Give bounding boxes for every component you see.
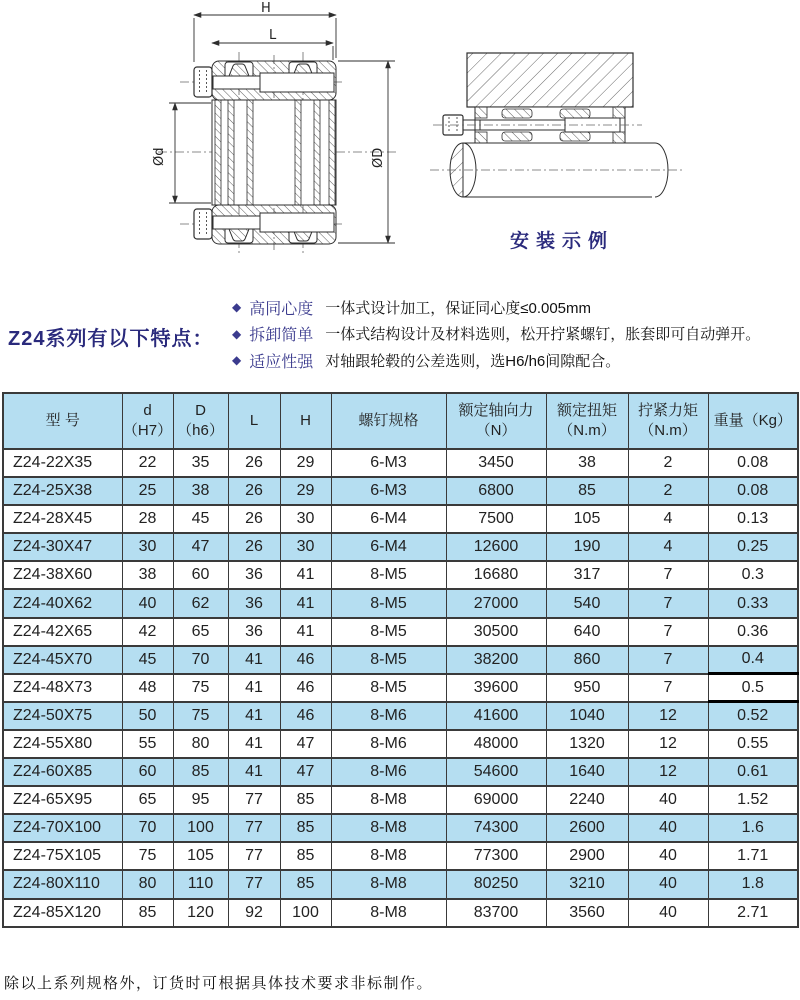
column-header: H (280, 393, 331, 449)
value-cell: 47 (280, 758, 331, 786)
value-cell: 317 (546, 561, 628, 589)
value-cell: 46 (280, 674, 331, 702)
value-cell: 8-M6 (331, 758, 446, 786)
features-title: Z24系列有以下特点： (8, 328, 214, 350)
value-cell: 0.5 (708, 674, 798, 702)
value-cell: 80 (173, 730, 228, 758)
dim-d-small (169, 103, 211, 203)
value-cell: 30 (122, 533, 173, 561)
value-cell: 41 (228, 702, 280, 730)
value-cell: 70 (122, 814, 173, 842)
value-cell: 77300 (446, 842, 546, 870)
value-cell: 8-M6 (331, 702, 446, 730)
value-cell: 29 (280, 477, 331, 505)
footer-note: 除以上系列规格外，订货时可根据具体技术要求非标制作。 (4, 975, 434, 992)
value-cell: 40 (628, 899, 708, 927)
value-cell: 54600 (446, 758, 546, 786)
model-cell: Z24-70X100 (3, 814, 122, 842)
feature-item (232, 321, 792, 348)
value-cell: 6-M3 (331, 477, 446, 505)
value-cell: 7500 (446, 505, 546, 533)
value-cell: 85 (280, 814, 331, 842)
value-cell: 2 (628, 449, 708, 477)
model-cell: Z24-30X47 (3, 533, 122, 561)
value-cell: 6-M4 (331, 505, 446, 533)
value-cell: 75 (173, 702, 228, 730)
value-cell: 8-M5 (331, 646, 446, 674)
value-cell: 40 (122, 589, 173, 617)
table-row (3, 730, 798, 758)
value-cell: 105 (546, 505, 628, 533)
model-cell: Z24-60X85 (3, 758, 122, 786)
value-cell: 95 (173, 786, 228, 814)
value-cell: 6800 (446, 477, 546, 505)
table-row (3, 702, 798, 730)
table-row (3, 842, 798, 870)
value-cell: 8-M8 (331, 786, 446, 814)
value-cell: 40 (628, 814, 708, 842)
value-cell: 120 (173, 899, 228, 927)
model-cell: Z24-28X45 (3, 505, 122, 533)
value-cell: 190 (546, 533, 628, 561)
dim-h (194, 15, 336, 62)
value-cell: 85 (280, 870, 331, 898)
value-cell: 1640 (546, 758, 628, 786)
value-cell: 100 (280, 899, 331, 927)
value-cell: 40 (628, 842, 708, 870)
model-cell: Z24-45X70 (3, 646, 122, 674)
value-cell: 16680 (446, 561, 546, 589)
model-cell: Z24-50X75 (3, 702, 122, 730)
cap-screw-top (194, 67, 212, 97)
value-cell: 38 (122, 561, 173, 589)
value-cell: 640 (546, 618, 628, 646)
table-row (3, 786, 798, 814)
value-cell: 2240 (546, 786, 628, 814)
value-cell: 75 (173, 674, 228, 702)
value-cell: 39600 (446, 674, 546, 702)
value-cell: 3560 (546, 899, 628, 927)
value-cell: 8-M5 (331, 561, 446, 589)
table-row (3, 449, 798, 477)
model-cell: Z24-48X73 (3, 674, 122, 702)
value-cell: 46 (280, 702, 331, 730)
table-row (3, 899, 798, 927)
value-cell: 92 (228, 899, 280, 927)
value-cell: 77 (228, 814, 280, 842)
value-cell: 8-M8 (331, 842, 446, 870)
model-cell: Z24-22X35 (3, 449, 122, 477)
value-cell: 62 (173, 589, 228, 617)
column-header: 额定轴向力 （N） (446, 393, 546, 449)
table-row (3, 589, 798, 617)
value-cell: 41600 (446, 702, 546, 730)
value-cell: 8-M5 (331, 618, 446, 646)
value-cell: 40 (628, 870, 708, 898)
value-cell: 30 (280, 533, 331, 561)
value-cell: 8-M8 (331, 814, 446, 842)
value-cell: 47 (173, 533, 228, 561)
model-cell: Z24-65X95 (3, 786, 122, 814)
hub-block (467, 53, 633, 107)
value-cell: 41 (228, 674, 280, 702)
value-cell: 45 (122, 646, 173, 674)
value-cell: 1.8 (708, 870, 798, 898)
value-cell: 100 (173, 814, 228, 842)
value-cell: 46 (280, 646, 331, 674)
value-cell: 70 (173, 646, 228, 674)
value-cell: 0.4 (708, 646, 798, 674)
value-cell: 26 (228, 533, 280, 561)
value-cell: 41 (280, 561, 331, 589)
value-cell: 29 (280, 449, 331, 477)
value-cell: 41 (280, 618, 331, 646)
value-cell: 77 (228, 870, 280, 898)
value-cell: 7 (628, 674, 708, 702)
value-cell: 7 (628, 589, 708, 617)
value-cell: 77 (228, 786, 280, 814)
value-cell: 69000 (446, 786, 546, 814)
table-row (3, 561, 798, 589)
value-cell: 25 (122, 477, 173, 505)
dim-label-d-big: ØD (371, 147, 386, 168)
feature-item (232, 347, 792, 374)
column-header: 额定扭矩 （N.m） (546, 393, 628, 449)
value-cell: 6-M3 (331, 449, 446, 477)
value-cell: 1.6 (708, 814, 798, 842)
value-cell: 0.13 (708, 505, 798, 533)
value-cell: 4 (628, 505, 708, 533)
value-cell: 28 (122, 505, 173, 533)
spec-table (2, 392, 799, 928)
value-cell: 65 (173, 618, 228, 646)
value-cell: 47 (280, 730, 331, 758)
model-cell: Z24-40X62 (3, 589, 122, 617)
value-cell: 12 (628, 730, 708, 758)
value-cell: 540 (546, 589, 628, 617)
value-cell: 42 (122, 618, 173, 646)
table-row (3, 505, 798, 533)
value-cell: 45 (173, 505, 228, 533)
value-cell: 85 (280, 842, 331, 870)
value-cell: 35 (173, 449, 228, 477)
diamond-bullet-icon: ◆ (232, 353, 242, 368)
value-cell: 1040 (546, 702, 628, 730)
column-header: 拧紧力矩 （N.m） (628, 393, 708, 449)
value-cell: 6-M4 (331, 533, 446, 561)
value-cell: 7 (628, 618, 708, 646)
value-cell: 48 (122, 674, 173, 702)
value-cell: 0.61 (708, 758, 798, 786)
dim-label-d-small: Ød (152, 147, 167, 166)
value-cell: 55 (122, 730, 173, 758)
model-cell: Z24-25X38 (3, 477, 122, 505)
value-cell: 950 (546, 674, 628, 702)
feature-label: 拆卸简单 (249, 327, 314, 345)
value-cell: 8-M8 (331, 899, 446, 927)
feature-text: 一体式结构设计及材料选则，松开拧紧螺钉，胀套即可自动弹开。 (325, 326, 761, 344)
value-cell: 38 (173, 477, 228, 505)
table-row (3, 618, 798, 646)
value-cell: 80250 (446, 870, 546, 898)
value-cell: 2900 (546, 842, 628, 870)
value-cell: 8-M5 (331, 674, 446, 702)
model-cell: Z24-38X60 (3, 561, 122, 589)
value-cell: 22 (122, 449, 173, 477)
diamond-bullet-icon: ◆ (232, 300, 242, 315)
value-cell: 85 (280, 786, 331, 814)
diamond-bullet-icon: ◆ (232, 326, 242, 341)
column-header: 重量（Kg） (708, 393, 798, 449)
feature-text: 一体式设计加工，保证同心度≤0.005mm (325, 299, 592, 317)
value-cell: 50 (122, 702, 173, 730)
value-cell: 41 (228, 758, 280, 786)
model-cell: Z24-75X105 (3, 842, 122, 870)
model-cell: Z24-42X65 (3, 618, 122, 646)
value-cell: 30500 (446, 618, 546, 646)
value-cell: 60 (122, 758, 173, 786)
value-cell: 8-M5 (331, 589, 446, 617)
value-cell: 60 (173, 561, 228, 589)
model-cell: Z24-85X120 (3, 899, 122, 927)
column-header: D （h6） (173, 393, 228, 449)
table-row (3, 870, 798, 898)
value-cell: 36 (228, 561, 280, 589)
value-cell: 1320 (546, 730, 628, 758)
value-cell: 8-M8 (331, 870, 446, 898)
value-cell: 7 (628, 561, 708, 589)
value-cell: 38200 (446, 646, 546, 674)
installation-example-drawing (430, 25, 690, 217)
value-cell: 85 (173, 758, 228, 786)
value-cell: 8-M6 (331, 730, 446, 758)
model-cell: Z24-80X110 (3, 870, 122, 898)
value-cell: 1.52 (708, 786, 798, 814)
spec-table-wrap (2, 392, 797, 928)
table-row (3, 758, 798, 786)
value-cell: 0.36 (708, 618, 798, 646)
value-cell: 0.08 (708, 477, 798, 505)
value-cell: 0.25 (708, 533, 798, 561)
value-cell: 83700 (446, 899, 546, 927)
value-cell: 860 (546, 646, 628, 674)
features-list (232, 294, 792, 374)
value-cell: 36 (228, 589, 280, 617)
table-row (3, 477, 798, 505)
dim-label-h: H (261, 1, 271, 16)
value-cell: 1.71 (708, 842, 798, 870)
feature-item (232, 294, 792, 321)
column-header: 螺钉规格 (331, 393, 446, 449)
value-cell: 85 (546, 477, 628, 505)
value-cell: 0.08 (708, 449, 798, 477)
value-cell: 2600 (546, 814, 628, 842)
value-cell: 40 (628, 786, 708, 814)
value-cell: 12 (628, 758, 708, 786)
value-cell: 26 (228, 505, 280, 533)
dim-label-l: L (269, 28, 277, 43)
value-cell: 7 (628, 646, 708, 674)
value-cell: 41 (280, 589, 331, 617)
feature-text: 对轴跟轮毂的公差选则，选H6/h6间隙配合。 (325, 352, 621, 370)
value-cell: 41 (228, 646, 280, 674)
column-header: L (228, 393, 280, 449)
value-cell: 77 (228, 842, 280, 870)
value-cell: 12600 (446, 533, 546, 561)
value-cell: 4 (628, 533, 708, 561)
value-cell: 38 (546, 449, 628, 477)
value-cell: 41 (228, 730, 280, 758)
value-cell: 30 (280, 505, 331, 533)
table-row (3, 674, 798, 702)
value-cell: 75 (122, 842, 173, 870)
value-cell: 27000 (446, 589, 546, 617)
value-cell: 3210 (546, 870, 628, 898)
cap-screw-bottom (194, 209, 212, 239)
value-cell: 110 (173, 870, 228, 898)
value-cell: 12 (628, 702, 708, 730)
value-cell: 85 (122, 899, 173, 927)
value-cell: 2.71 (708, 899, 798, 927)
header-row (3, 393, 798, 449)
feature-label: 高同心度 (249, 300, 314, 318)
value-cell: 3450 (446, 449, 546, 477)
value-cell: 80 (122, 870, 173, 898)
table-row (3, 814, 798, 842)
dim-l (212, 43, 333, 60)
value-cell: 0.3 (708, 561, 798, 589)
column-header: 型 号 (3, 393, 122, 449)
feature-label: 适应性强 (249, 353, 314, 371)
value-cell: 105 (173, 842, 228, 870)
value-cell: 0.33 (708, 589, 798, 617)
installation-caption: 安装示例 (509, 231, 614, 252)
value-cell: 36 (228, 618, 280, 646)
value-cell: 65 (122, 786, 173, 814)
table-row (3, 646, 798, 674)
section-view-drawing (133, 0, 415, 282)
value-cell: 0.55 (708, 730, 798, 758)
value-cell: 0.52 (708, 702, 798, 730)
value-cell: 2 (628, 477, 708, 505)
column-header: d （H7） (122, 393, 173, 449)
value-cell: 74300 (446, 814, 546, 842)
value-cell: 26 (228, 449, 280, 477)
value-cell: 26 (228, 477, 280, 505)
table-row (3, 533, 798, 561)
model-cell: Z24-55X80 (3, 730, 122, 758)
value-cell: 48000 (446, 730, 546, 758)
